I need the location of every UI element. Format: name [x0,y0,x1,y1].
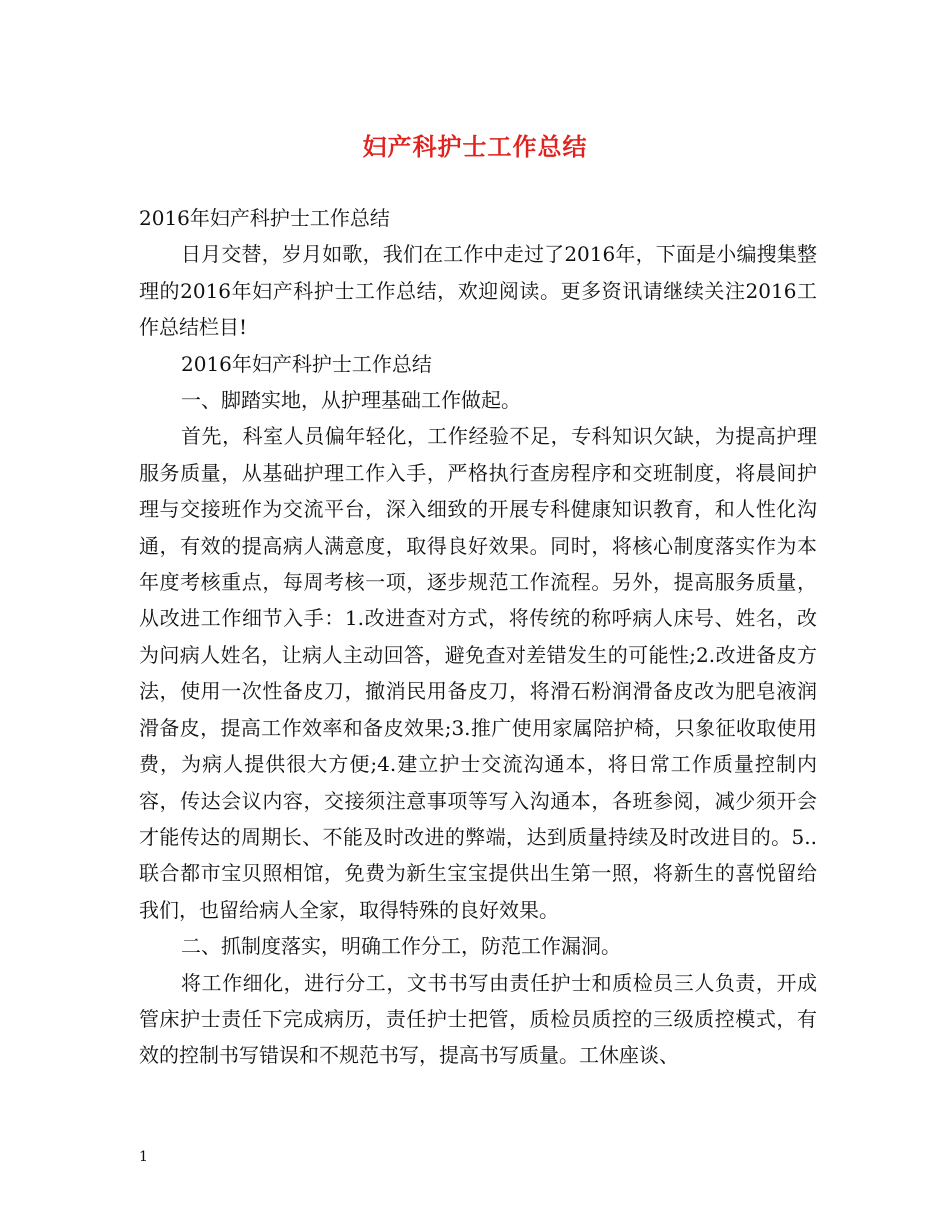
page-number: 1 [139,1149,148,1165]
paragraph-heading: 2016年妇产科护士工作总结 [181,351,432,376]
section-heading-2: 二、抓制度落实，明确工作分工，防范工作漏洞。 [181,934,621,959]
paragraph-section-1: 首先，科室人员偏年轻化，工作经验不足，专科知识欠缺，为提高护理服务质量，从基础护理工作入手，严格执行查房程序和交班制度，将晨间护理与交接班作为交流平台，深入细致的开展专科健康知识教育，和人性化沟通，有效的提高病人满意度，取得良好效果。同时，将核心制度落实作为本年度考核重点，每周考核一项，逐步规范工作流程。另外，提高服务质量，从改进工作细节入手：1.改进查对方式，将传统的称呼病人床号、姓名，改为问病人姓名，让病人主动回答，避免查对差错发生的可能性;2.改进备皮方法，使用一次性备皮刀，撤消民用备皮刀，将滑石粉润滑备皮改为肥皂液润滑备皮，提高工作效率和备皮效果;3.推广使用家属陪护椅，只象征收取使用费，为病人提供很大方便;4.建立护士交流沟通本，将日常工作质量控制内容，传达会议内容，交接须注意事项等写入沟通本，各班参阅，减少须开会才能传达的周期长、不能及时改进的弊端，达到质量持续及时改进目的。5..联合都市宝贝照相馆，免费为新生宝宝提供出生第一照，将新生的喜悦留给我们，也留给病人全家，取得特殊的良好效果。 [139,424,817,922]
paragraph-intro: 日月交替，岁月如歌，我们在工作中走过了2016年，下面是小编搜集整理的2016年妇产科护士工作总结，欢迎阅读。更多资讯请继续关注2016工作总结栏目! [139,242,817,340]
paragraph-section-2: 将工作细化，进行分工，文书书写由责任护士和质检员三人负责，开成管床护士责任下完成病历，责任护士把管，质检员质控的三级质控模式，有效的控制书写错误和不规范书写，提高书写质量。工休座谈、 [139,970,817,1068]
section-heading-1: 一、脚踏实地，从护理基础工作做起。 [181,388,521,413]
document-title: 妇产科护士工作总结 [362,132,588,161]
document-subtitle: 2016年妇产科护士工作总结 [139,206,390,230]
document-body [139,200,817,1074]
